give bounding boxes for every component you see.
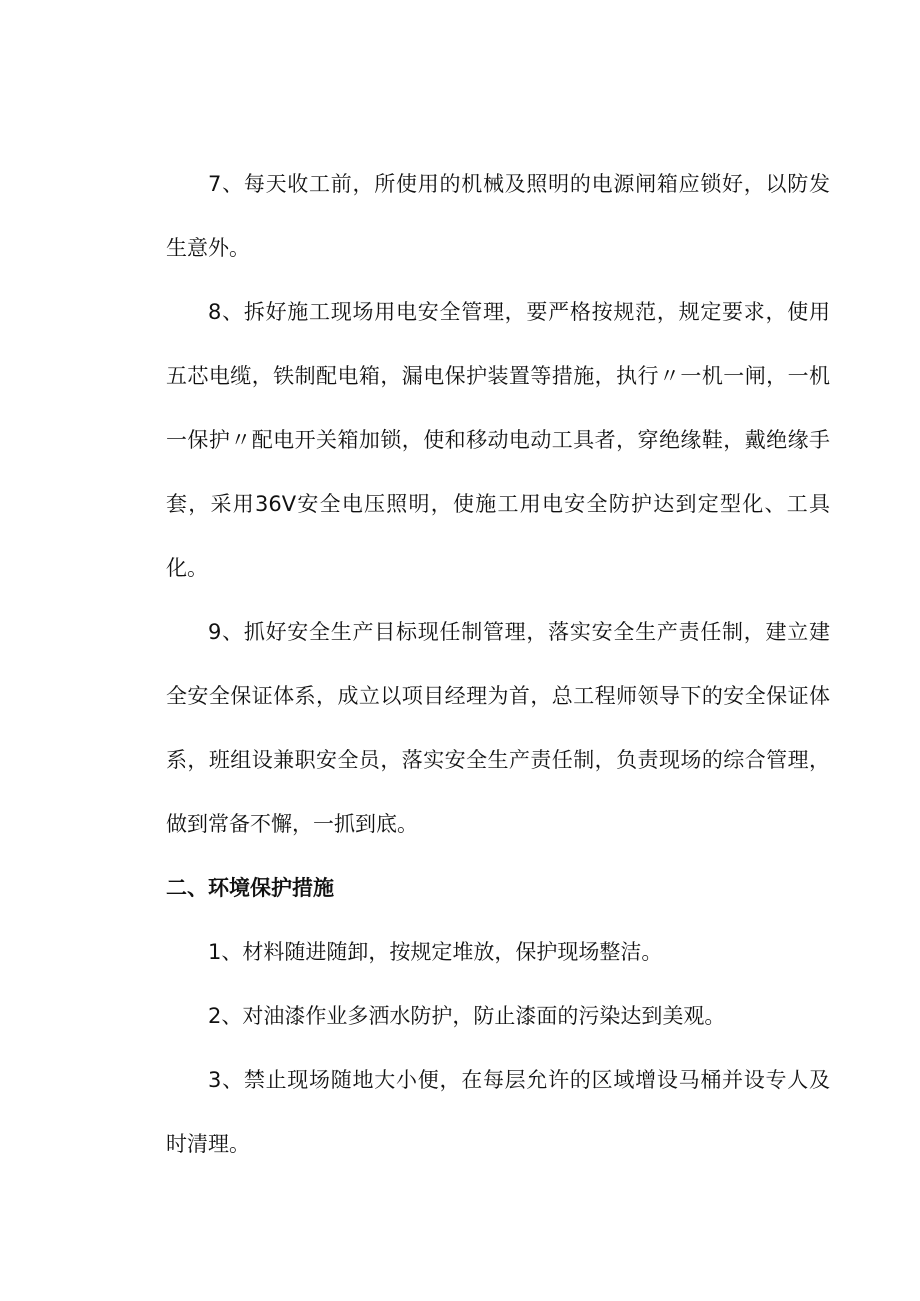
env-item-1: 1、材料随进随卸，按规定堆放，保护现场整洁。 [208,940,663,964]
paragraph-item-7: 7、每天收工前，所使用的机械及照明的电源闸箱应锁好，以防发生意外。 [166,172,830,260]
paragraph-item-8: 8、拆好施工现场用电安全管理，要严格按规范，规定要求，使用五芯电缆，铁制配电箱，漏电保护装置等措施，执行〃一机一闸，一机一保护〃配电开关箱加锁，使和移动电动工具者，穿绝缘鞋，戴绝缘手套，采用36V安全电压照明，使施工用电安全防护达到定型化、工具化。 [166,300,830,580]
env-item-2: 2、对油漆作业多洒水防护，防止漆面的污染达到美观。 [208,1004,726,1028]
env-item-3: 3、禁止现场随地大小便，在每层允许的区域增设马桶并设专人及时清理。 [166,1068,830,1156]
document-body [166,152,830,1176]
section-heading-environment: 二、环境保护措施 [166,876,334,900]
paragraph-item-9: 9、抓好安全生产目标现任制管理，落实安全生产责任制，建立建全安全保证体系，成立以项目经理为首，总工程师领导下的安全保证体系，班组设兼职安全员，落实安全生产责任制，负责现场的综合管理，做到常备不懈，一抓到底。 [166,620,830,836]
